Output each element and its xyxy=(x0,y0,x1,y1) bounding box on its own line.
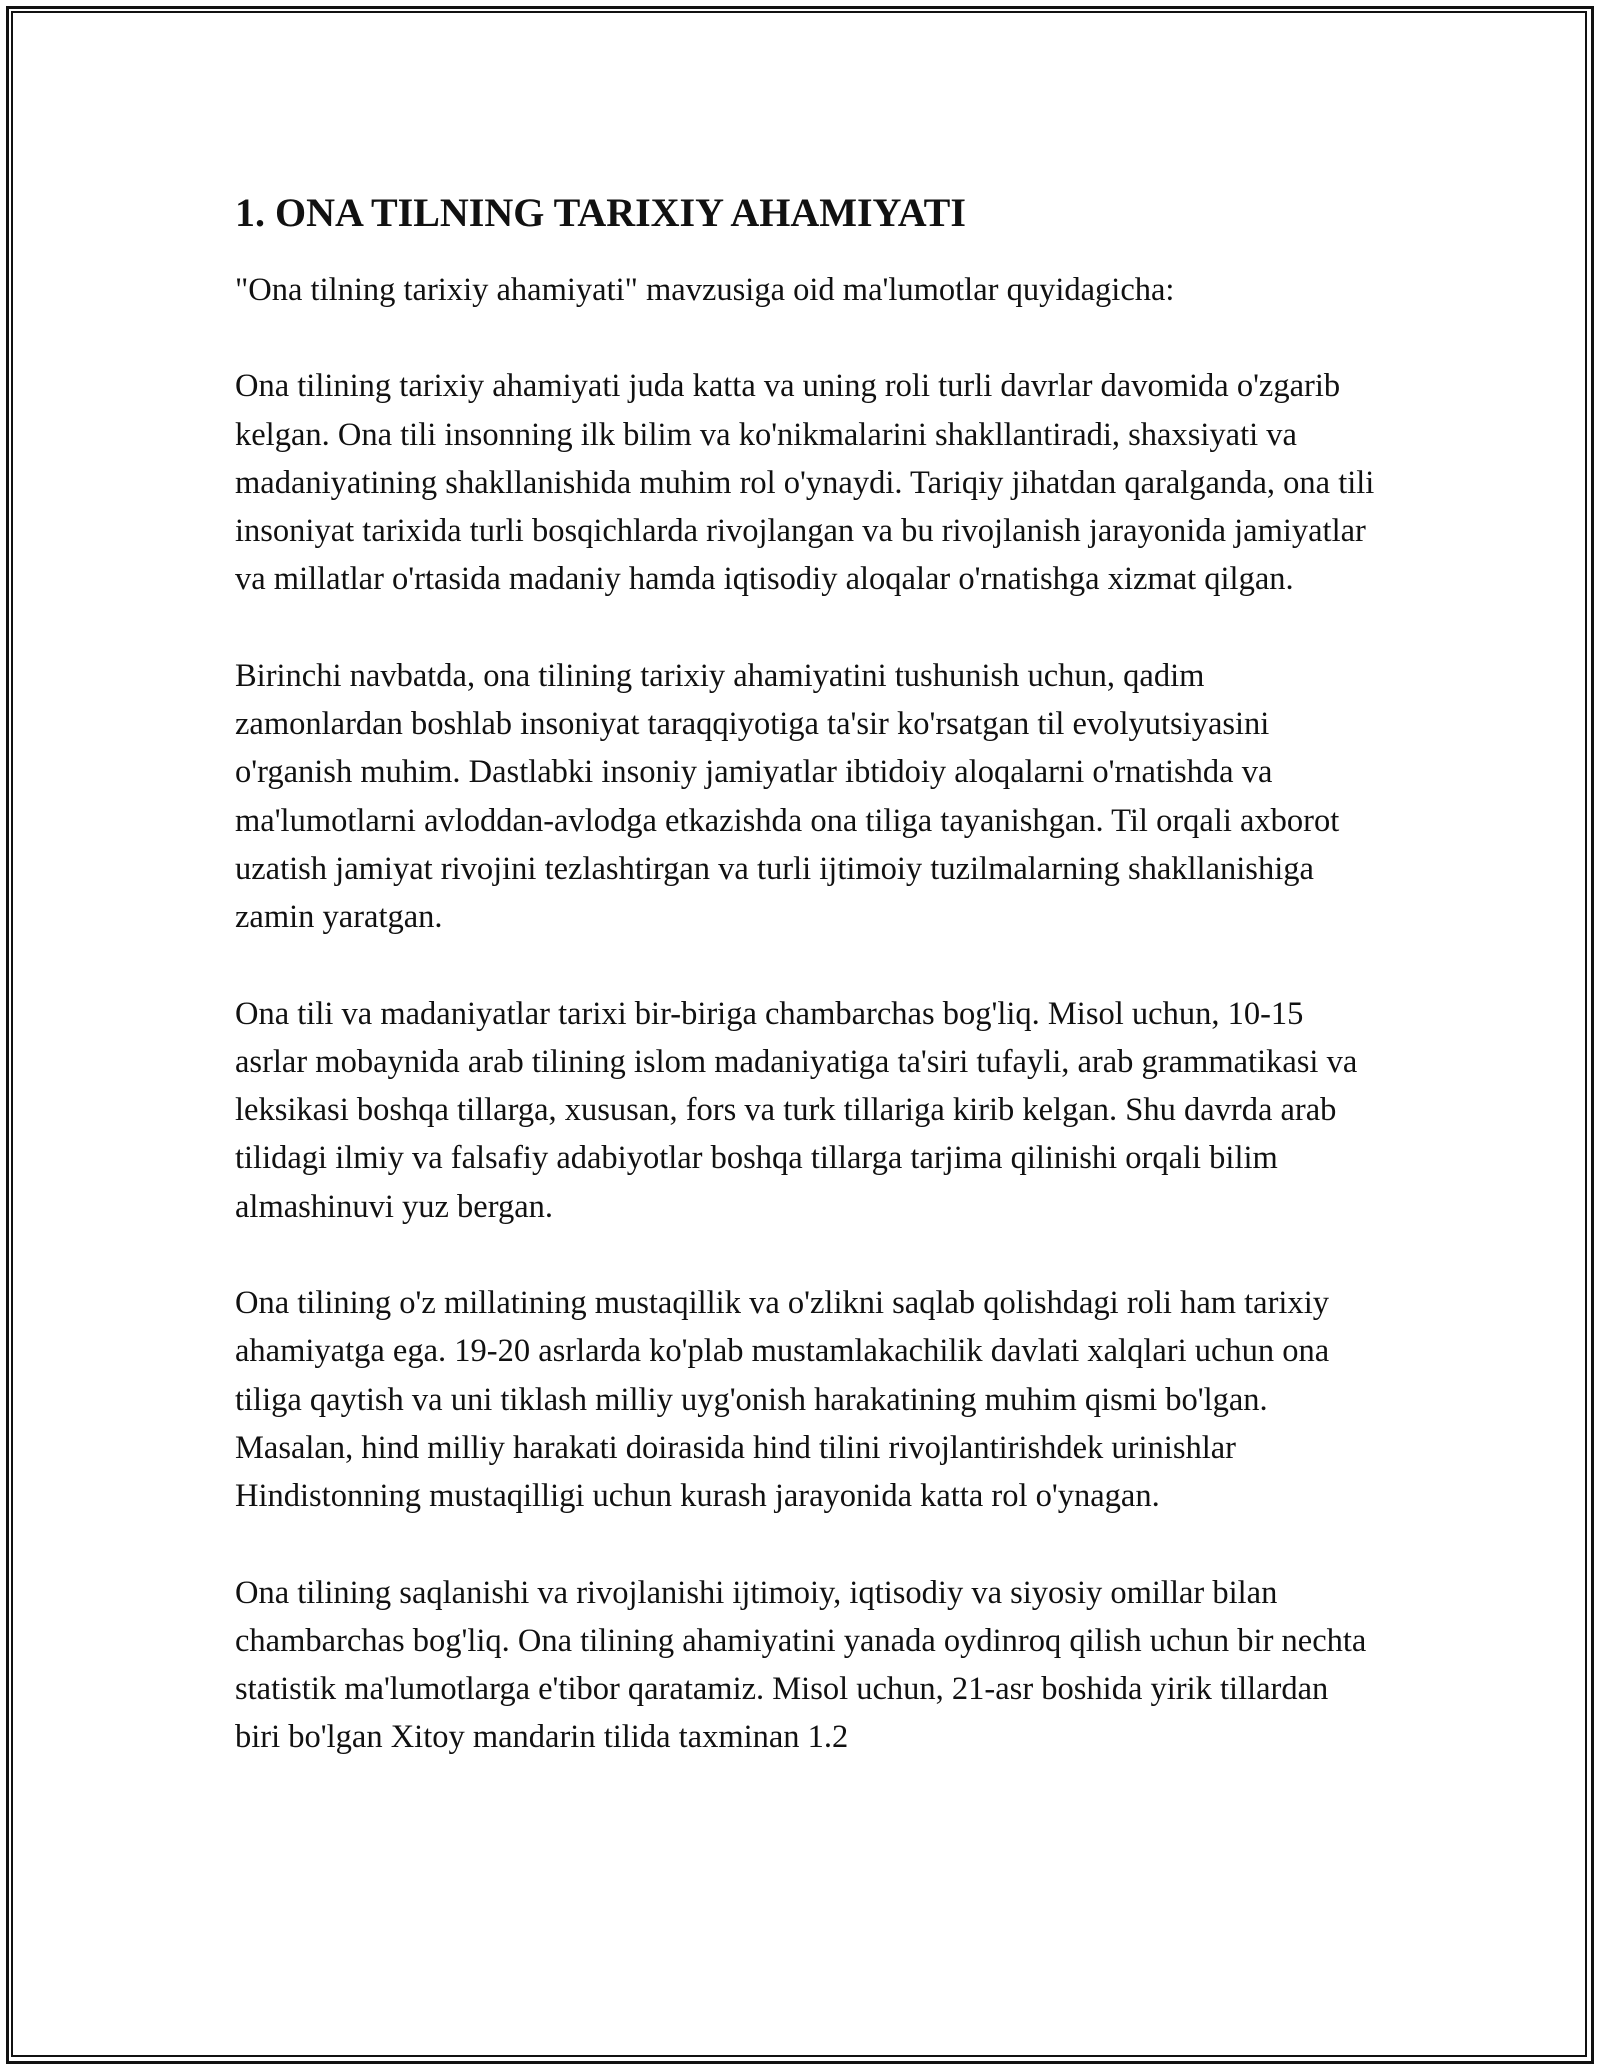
section-heading: 1. ONA TILNING TARIXIY AHAMIYATI xyxy=(235,190,966,235)
body-paragraph: Ona tilining o'z millatining mustaqillik va o'zlikni saqlab qolishdagi roli ham tarixiy ahamiyatga ega. 19-20 asrlarda ko'plab mustamlakachilik davlati xalqlari uchun ona tiliga qaytish va uni tiklash milliy uyg'onish harakatining muhim qismi bo'lgan. Masalan, hind milliy harakati doirasida hind tilini rivojlantirishdek urinishlar Hindistonning mustaqilligi uchun kurash jarayonida katta rol o'ynagan. xyxy=(235,1285,1330,1515)
body-paragraph: Ona tilining saqlanishi va rivojlanishi ijtimoiy, iqtisodiy va siyosiy omillar bilan chambarchas bog'liq. Ona tilining ahamiyatini yanada oydinroq qilish uchun bir nechta statistik ma'lumotlarga e'tibor qaratamiz. Misol uchun, 21-asr boshida yirik tillardan biri bo'lgan Xitoy mandarin tilida taxminan 1.2 xyxy=(235,1574,1367,1756)
intro-paragraph: "Ona tilning tarixiy ahamiyati" mavzusiga oid ma'lumotlar quyidagicha: xyxy=(235,272,1175,308)
body-paragraph: Ona tili va madaniyatlar tarixi bir-biriga chambarchas bog'liq. Misol uchun, 10-15 asrlar mobaynida arab tilining islom madaniyatiga ta'siri tufayli, arab grammatikasi va leksikasi boshqa tillarga, xususan, fors va turk tillariga kirib kelgan. Shu davrda arab tilidagi ilmiy va falsafiy adabiyotlar boshqa tillarga tarjima qilinishi orqali bilim almashinuvi yuz bergan. xyxy=(235,995,1358,1225)
document-body xyxy=(235,188,1380,1810)
body-paragraph: Birinchi navbatda, ona tilining tarixiy ahamiyatini tushunish uchun, qadim zamonlardan boshlab insoniyat taraqqiyotiga ta'sir ko'rsatgan til evolyutsiyasini o'rganish muhim. Dastlabki insoniy jamiyatlar ibtidoiy aloqalarni o'rnatishda va ma'lumotlarni avloddan-avlodga etkazishda ona tiliga tayanishgan. Til orqali axborot uzatish jamiyat rivojini tezlashtirgan va turli ijtimoiy tuzilmalarning shakllanishiga zamin yaratgan. xyxy=(235,657,1340,936)
body-paragraph: Ona tilining tarixiy ahamiyati juda katta va uning roli turli davrlar davomida o'zgarib kelgan. Ona tili insonning ilk bilim va ko'nikmalarini shakllantiradi, shaxsiyati va madaniyatining shakllanishida muhim rol o'ynaydi. Tariqiy jihatdan qaralganda, ona tili insoniyat tarixida turli bosqichlarda rivojlangan va bu rivojlanish jarayonida jamiyatlar va millatlar o'rtasida madaniy hamda iqtisodiy aloqalar o'rnatishga xizmat qilgan. xyxy=(235,368,1375,598)
